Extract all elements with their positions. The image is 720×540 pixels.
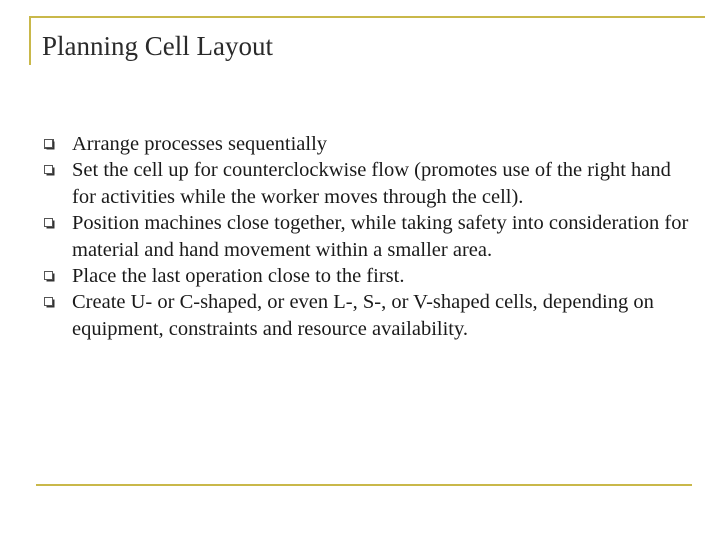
title-left-rule bbox=[29, 16, 31, 65]
title-top-rule bbox=[31, 16, 705, 18]
checkbox-square-icon bbox=[44, 218, 55, 229]
checkbox-square-icon bbox=[44, 297, 55, 308]
bullet-item bbox=[42, 157, 692, 210]
slide-title: Planning Cell Layout bbox=[42, 31, 273, 61]
checkbox-square-icon bbox=[44, 271, 55, 282]
checkbox-square-icon bbox=[44, 139, 55, 150]
bullet-text: Arrange processes sequentially bbox=[72, 133, 328, 155]
bullet-text: Place the last operation close to the first. bbox=[72, 265, 405, 288]
bottom-rule bbox=[36, 484, 692, 486]
bullet-text: Set the cell up for counterclockwise flow (promotes use of the right hand for activities while the worker moves through the cell). bbox=[72, 159, 671, 208]
bullet-item bbox=[42, 210, 692, 263]
bullet-text: Position machines close together, while taking safety into consideration for material and hand movement within a smaller area. bbox=[72, 212, 689, 261]
bullet-item bbox=[42, 263, 692, 289]
bullet-item bbox=[42, 289, 692, 342]
bullet-list bbox=[42, 131, 692, 342]
bullet-item bbox=[42, 131, 692, 157]
checkbox-square-icon bbox=[44, 165, 55, 176]
bullet-text: Create U- or C-shaped, or even L-, S-, or V-shaped cells, depending on equipment, constraints and resource availability. bbox=[72, 291, 654, 340]
